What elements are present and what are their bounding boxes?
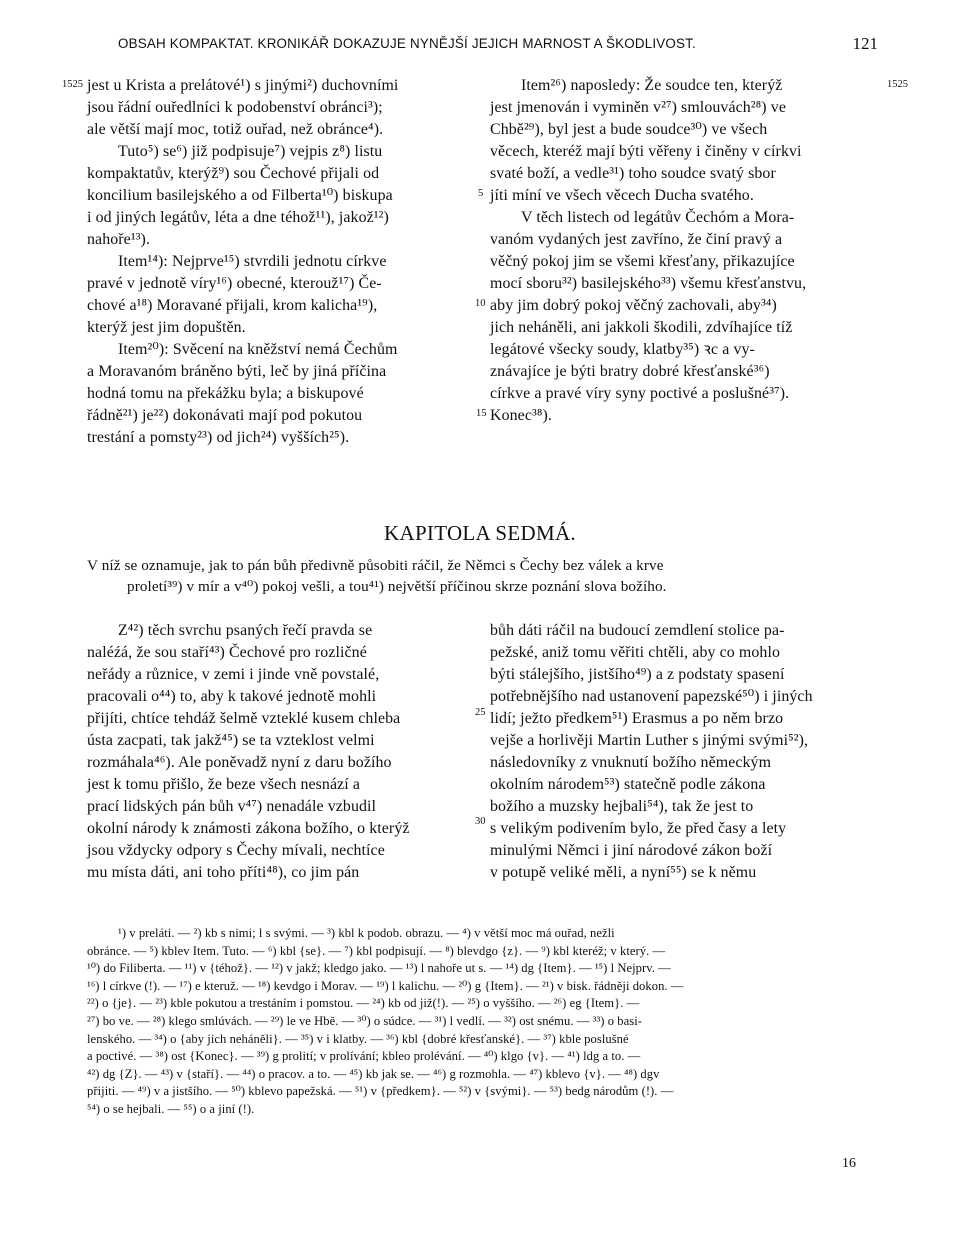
text-line: chové a¹⁸) Moravané přijali, krom kalicha¹⁹), [87, 297, 378, 314]
text-line: následovníky z vnuknutí božího německým [490, 754, 772, 771]
text-line: Item²⁰): Svěcení na kněžství nemá Čechům [118, 341, 398, 358]
footnote-line: a poctivé. — ³⁸) ost {Konec}. — ³⁹) g prolití; v prolívání; kbleo prolévání. — ⁴⁰) klgo {v}. — ⁴¹) ldg a to. — [87, 1049, 641, 1064]
footnote-line: přijiti. — ⁴⁹) v a jistšího. — ⁵⁰) kblevo papežská. — ⁵¹) v {předkem}. — ⁵²) v {svými}. — ⁵³) bedg národům (!). — [87, 1084, 674, 1099]
text-line: řádně²¹) je²²) dokonávati mají pod pokutou [87, 407, 363, 424]
text-line: s velikým podivením bylo, že před časy a lety [490, 820, 787, 837]
text-line: i od jiných legátův, léta a dne téhož¹¹), jakož¹²) [87, 209, 389, 226]
running-title: OBSAH KOMPAKTAT. KRONIKÁŘ DOKAZUJE NYNĚJŠÍ JEJICH MARNOST A ŠKODLIVOST. [118, 36, 696, 51]
chapter-summary-line: proletí³⁹) v mír a v⁴⁰) pokoj vešli, a tou⁴¹) největší příčinou skrze poznání slova božího. [127, 578, 667, 595]
text-line: jest jmenován i vyminěn v²⁷) smlouvách²⁸) ve [490, 99, 786, 116]
text-line: mu místa dáti, ani toho příti⁴⁸), co jim pán [87, 864, 360, 881]
text-line: prací lidských pán bůh v⁴⁷) nenadále vzbudil [87, 798, 377, 815]
text-line: potřebnějšího nad ustanovení papezské⁵⁰) i jiných [490, 688, 813, 705]
text-line: Item²⁶) naposledy: Že soudce ten, kterýž [521, 77, 783, 94]
footnote-line: ²²) o {je}. — ²³) kble pokutou a trestáním i pomstou. — ²⁴) kb od již(!). — ²⁵) o vyššího. — ²⁶) eg {Item}. — [87, 996, 640, 1011]
text-line: církve a pravé víry syny poctivé a poslušné³⁷). [490, 385, 790, 402]
text-line: lidí; ježto předkem⁵¹) Erasmus a po něm brzo [490, 710, 784, 727]
text-line: Z⁴²) těch svrchu psaných řečí pravda se [118, 622, 373, 639]
text-line: svaté boží, a vedle³¹) toho soudce svatý sbor [490, 165, 776, 182]
text-line: hodná tomu na překážku byla; a biskupové [87, 385, 364, 402]
text-line: rozmáhala⁴⁶). Ale poněvadž nyní z daru božího [87, 754, 392, 771]
text-line: bůh dáti ráčil na budoucí zemdlení stolice pa- [490, 622, 785, 639]
text-line: v potupě veliké měli, a nyní⁵⁵) se k němu [490, 864, 757, 881]
text-line: kompaktatův, kterýž⁹) sou Čechové přijali od [87, 165, 380, 182]
footnote-line: ¹⁰) do Filiberta. — ¹¹) v {téhož}. — ¹²) v jakž; kledgo jako. — ¹³) l nahoře ut s. — ¹⁴) dg {Item}. — ¹⁵) l Nejprv. — [87, 961, 671, 976]
text-line: pravé v jednotě víry¹⁶) obecné, kterouž¹⁷) Če- [87, 275, 382, 292]
text-line: mocí sboru³²) basilejského³³) všemu křesťanstvu, [490, 275, 807, 292]
text-line: Chbě²⁹), byl jest a bude soudce³⁰) ve všech [490, 121, 768, 138]
footnote-line: ¹⁶) l církve (!). — ¹⁷) e kteruž. — ¹⁸) kevdgo i Morav. — ¹⁹) l kalichu. — ²⁰) g {Item}. — ²¹) v bisk. řádněji dokon. — [87, 978, 684, 993]
page-number: 121 [852, 34, 878, 53]
chapter-summary-line: V níž se oznamuje, jak to pán bůh předivně působiti ráčil, že Němci s Čechy bez válek a krve [87, 557, 664, 574]
margin-line-number-10: 10 [475, 298, 486, 309]
margin-year-left: 1525 [62, 79, 83, 90]
text-line: trestání a pomsty²³) od jich²⁴) vyšších²⁵). [87, 429, 350, 446]
text-line: nahoře¹³). [87, 231, 151, 248]
text-line: Tuto⁵) se⁶) již podpisuje⁷) vejpis z⁸) listu [118, 143, 383, 160]
text-line: neřády a různice, v zemi i jinde vně povstalé, [87, 666, 380, 683]
text-line: aby jim dobrý pokoj věčný zachovali, aby³⁴) [490, 297, 777, 314]
running-header [118, 36, 878, 60]
text-line: jíti míní ve všech věcech Ducha svatého. [490, 187, 754, 204]
text-line: jest k tomu přišlo, že beze všech nesnází a [87, 776, 361, 793]
text-line: věcech, kteréž mají býti věřeny i činěny v církvi [490, 143, 802, 160]
margin-line-number-30: 30 [475, 816, 486, 827]
footnote-line: ²⁷) bo ve. — ²⁸) klego smlúvách. — ²⁹) le ve Hbě. — ³⁰) o súdce. — ³¹) l vedlí. — ³²) ost snému. — ³³) o basi- [87, 1014, 642, 1028]
text-line: a Moravanóm bráněno býti, leč by jiná příčina [87, 363, 387, 380]
text-line: legátové všecky soudy, klatby³⁵) ꝛc a vy- [490, 341, 755, 358]
text-line: znávajíce je býti bratry dobré křesťanské³⁶) [490, 363, 770, 380]
text-line: kterýž jest jim dopuštěn. [87, 319, 246, 336]
margin-year-right: 1525 [887, 79, 908, 90]
footnote-line: obránce. — ⁵) kblev Item. Tuto. — ⁶) kbl {se}. — ⁷) kbl podpisují. — ⁸) blevdgo {z}. — ⁹) kbl kteréž; v který. — [87, 943, 666, 958]
footnote-line: lenského. — ³⁴) o {aby jich neháněli}. — ³⁵) v i klatby. — ³⁶) kbl {dobré křesťanské}. — ³⁷) kble poslušné [87, 1031, 629, 1046]
chapter-heading: KAPITOLA SEDMÁ. [384, 521, 576, 545]
text-line: věčný pokoj jim se všemi křesťany, přikazujíce [490, 253, 795, 270]
text-line: božího a muzsky hejbali⁵⁴), tak že jest to [490, 798, 754, 815]
text-line: přijíti, chtíce tehdáž šelmě vzteklé kusem chleba [87, 710, 401, 727]
text-line: ústa zacpati, tak jakž⁴⁵) se ta vzteklost velmi [87, 732, 375, 749]
margin-line-number-15: 15 [476, 408, 487, 419]
text-line: pežské, aniž tomu věřiti chtěli, aby co mohlo [490, 644, 781, 661]
text-line: vanóm vydaných jest zavříno, že činí pravý a [490, 231, 783, 248]
text-line: minulými Němci i jiní národové zákon boží [490, 842, 773, 859]
text-line: koncilium basilejského a od Filberta¹⁰) biskupa [87, 187, 393, 204]
text-line: naléźá, že sou staří⁴³) Čechové pro rozličné [87, 644, 367, 661]
text-line: vejše a horlivěji Martin Luther s jinými svými⁵²), [490, 732, 809, 749]
text-line: Item¹⁴): Nejprve¹⁵) stvrdili jednotu církve [118, 253, 387, 270]
footnote-line: ⁵⁴) o se hejbali. — ⁵⁵) o a jiní (!). [87, 1102, 255, 1116]
text-line: býti stálejšího, jistšího⁴⁹) a z podstaty spasení [490, 666, 785, 683]
text-line: ale větší mají moc, totiž ouřad, než obránce⁴). [87, 121, 384, 138]
margin-line-number-5: 5 [478, 188, 484, 199]
text-line: jsou řádní ouředlníci k podobenství obránci³); [87, 99, 383, 116]
text-line: jsou vždycky odpory s Čechy mívali, nechtíce [87, 842, 385, 859]
text-line: jest u Krista a prelátové¹) s jinými²) duchovními [87, 77, 399, 94]
text-line: okolním národem⁵³) statečně podle zákona [490, 776, 766, 793]
text-line: pracovali o⁴⁴) to, aby k takové jednotě mohli [87, 688, 377, 705]
sheet-signature: 16 [842, 1156, 856, 1171]
text-line: V těch listech od legátův Čechóm a Mora- [521, 209, 795, 226]
footnote-line: ⁴²) dg {Z}. — ⁴³) v {staří}. — ⁴⁴) o pracov. a to. — ⁴⁵) kb jak se. — ⁴⁶) g rozmohla. — ⁴⁷) kblevo {v}. — ⁴⁸) dgv [87, 1066, 660, 1081]
text-line: jich neháněli, ani jakkoli škodili, zdvíhajíce tíž [490, 319, 793, 336]
text-line: Konec³⁸). [490, 407, 552, 424]
footnote-line: ¹) v preláti. — ²) kb s nimi; l s svými. — ³) kbl k podob. obrazu. — ⁴) v větší moc má ouřad, nežli [118, 926, 615, 940]
text-line: okolní národy k známosti zákona božího, o kterýž [87, 820, 410, 837]
margin-line-number-25: 25 [475, 707, 486, 718]
